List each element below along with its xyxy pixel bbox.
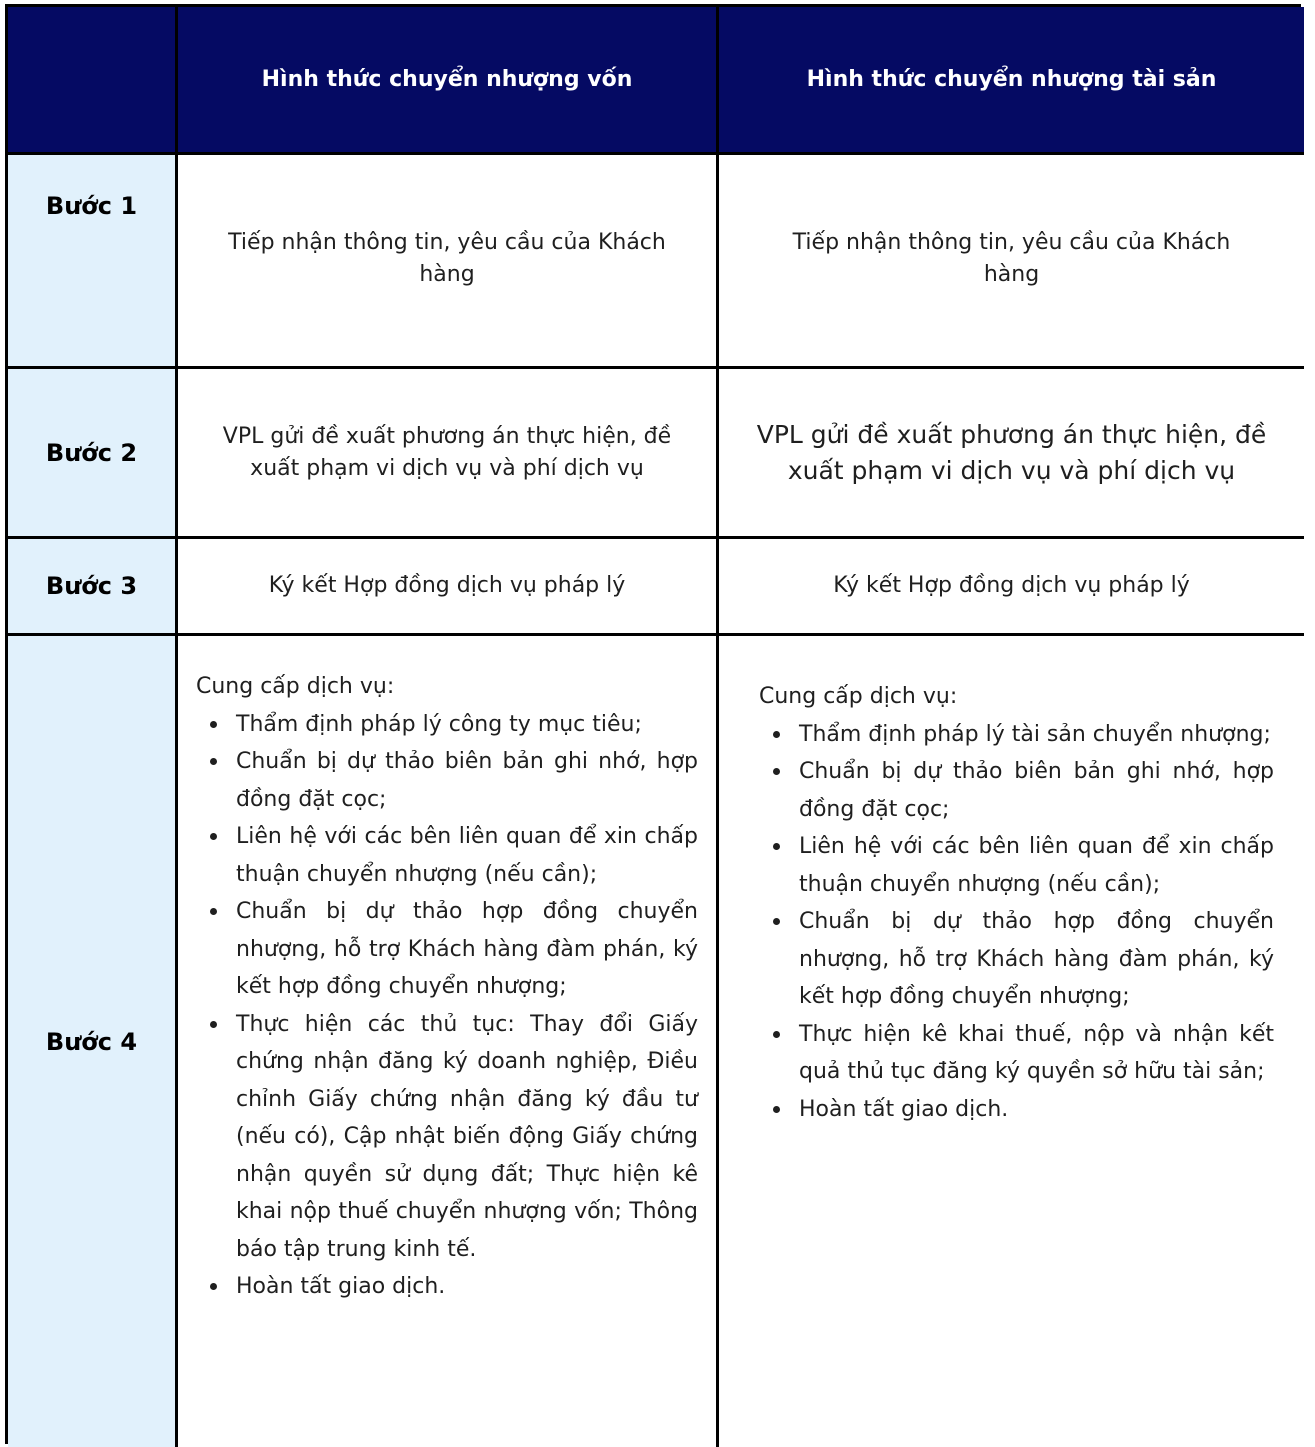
bullet-icon — [210, 721, 217, 728]
bullet-icon — [210, 908, 217, 915]
list-item: Thẩm định pháp lý công ty mục tiêu; — [236, 706, 698, 744]
step-2-capital-cell — [178, 369, 719, 539]
bullet-icon — [773, 1106, 780, 1113]
list-item: Chuẩn bị dự thảo biên bản ghi nhớ, hợp đồng đặt cọc; — [236, 743, 698, 818]
list-item: Chuẩn bị dự thảo hợp đồng chuyển nhượng, hỗ trợ Khách hàng đàm phán, ký kết hợp đồng chuyển nhượng; — [236, 893, 698, 1006]
list-item: Hoàn tất giao dịch. — [799, 1091, 1274, 1129]
list-item: Liên hệ với các bên liên quan để xin chấp thuận chuyển nhượng (nếu cần); — [799, 828, 1274, 903]
step-4-cell — [8, 636, 178, 1447]
step-4-asset-cell — [719, 636, 1304, 1447]
transfer-comparison-table — [5, 4, 1301, 1444]
bullet-icon — [210, 833, 217, 840]
list-item: Liên hệ với các bên liên quan để xin chấp thuận chuyển nhượng (nếu cần); — [236, 818, 698, 893]
list-item: Thực hiện các thủ tục: Thay đổi Giấy chứng nhận đăng ký doanh nghiệp, Điều chỉnh Giấy chứng nhận đăng ký đầu tư (nếu có), Cập nhật biến động Giấy chứng nhận quyền sử dụng đất; Thực hiện kê khai nộp thuế chuyển nhượng vốn; Thông báo tập trung kinh tế. — [236, 1006, 698, 1269]
step-1-asset-cell — [719, 155, 1304, 369]
header-capital-label: Hình thức chuyển nhượng vốn — [261, 67, 633, 92]
bullet-icon — [210, 758, 217, 765]
step-4-label: Bước 4 — [45, 1027, 138, 1056]
list-item: Thực hiện kê khai thuế, nộp và nhận kết quả thủ tục đăng ký quyền sở hữu tài sản; — [799, 1016, 1274, 1091]
step-2-asset-cell — [719, 369, 1304, 539]
header-capital-transfer — [178, 7, 719, 155]
step-3-capital-text: Ký kết Hợp đồng dịch vụ pháp lý — [268, 573, 626, 598]
step-1-cell — [8, 155, 178, 369]
list-item: Hoàn tất giao dịch. — [236, 1268, 698, 1306]
step-1-label: Bước 1 — [45, 192, 138, 220]
bullet-icon — [210, 1021, 217, 1028]
step-3-cell — [8, 539, 178, 636]
step-4-asset-list — [759, 716, 1274, 1129]
step-4-capital-list — [196, 706, 698, 1306]
step-3-label: Bước 3 — [45, 572, 138, 600]
step-3-capital-cell — [178, 539, 719, 636]
header-corner-cell — [8, 7, 178, 155]
list-item: Chuẩn bị dự thảo biên bản ghi nhớ, hợp đồng đặt cọc; — [799, 753, 1274, 828]
bullet-icon — [773, 918, 780, 925]
step-1-capital-cell — [178, 155, 719, 369]
list-item: Chuẩn bị dự thảo hợp đồng chuyển nhượng, hỗ trợ Khách hàng đàm phán, ký kết hợp đồng chuyển nhượng; — [799, 903, 1274, 1016]
step-2-capital-text: VPL gửi đề xuất phương án thực hiện, đề xuất phạm vi dịch vụ và phí dịch vụ — [222, 423, 672, 481]
step-4-capital-intro: Cung cấp dịch vụ: — [196, 674, 395, 699]
bullet-icon — [773, 731, 780, 738]
header-asset-transfer — [719, 7, 1304, 155]
bullet-icon — [773, 768, 780, 775]
step-4-asset-intro: Cung cấp dịch vụ: — [759, 684, 958, 709]
step-1-asset-text: Tiếp nhận thông tin, yêu cầu của Khách hàng — [792, 230, 1231, 287]
step-2-cell — [8, 369, 178, 539]
list-item: Thẩm định pháp lý tài sản chuyển nhượng; — [799, 716, 1274, 754]
step-4-capital-cell — [178, 636, 719, 1447]
bullet-icon — [773, 1031, 780, 1038]
step-3-asset-cell — [719, 539, 1304, 636]
bullet-icon — [210, 1283, 217, 1290]
header-asset-label: Hình thức chuyển nhượng tài sản — [806, 67, 1217, 92]
step-1-capital-text: Tiếp nhận thông tin, yêu cầu của Khách hàng — [228, 230, 666, 287]
step-2-asset-text: VPL gửi đề xuất phương án thực hiện, đề xuất phạm vi dịch vụ và phí dịch vụ — [756, 419, 1267, 485]
step-3-asset-text: Ký kết Hợp đồng dịch vụ pháp lý — [833, 573, 1190, 598]
step-2-label: Bước 2 — [45, 438, 138, 467]
bullet-icon — [773, 843, 780, 850]
